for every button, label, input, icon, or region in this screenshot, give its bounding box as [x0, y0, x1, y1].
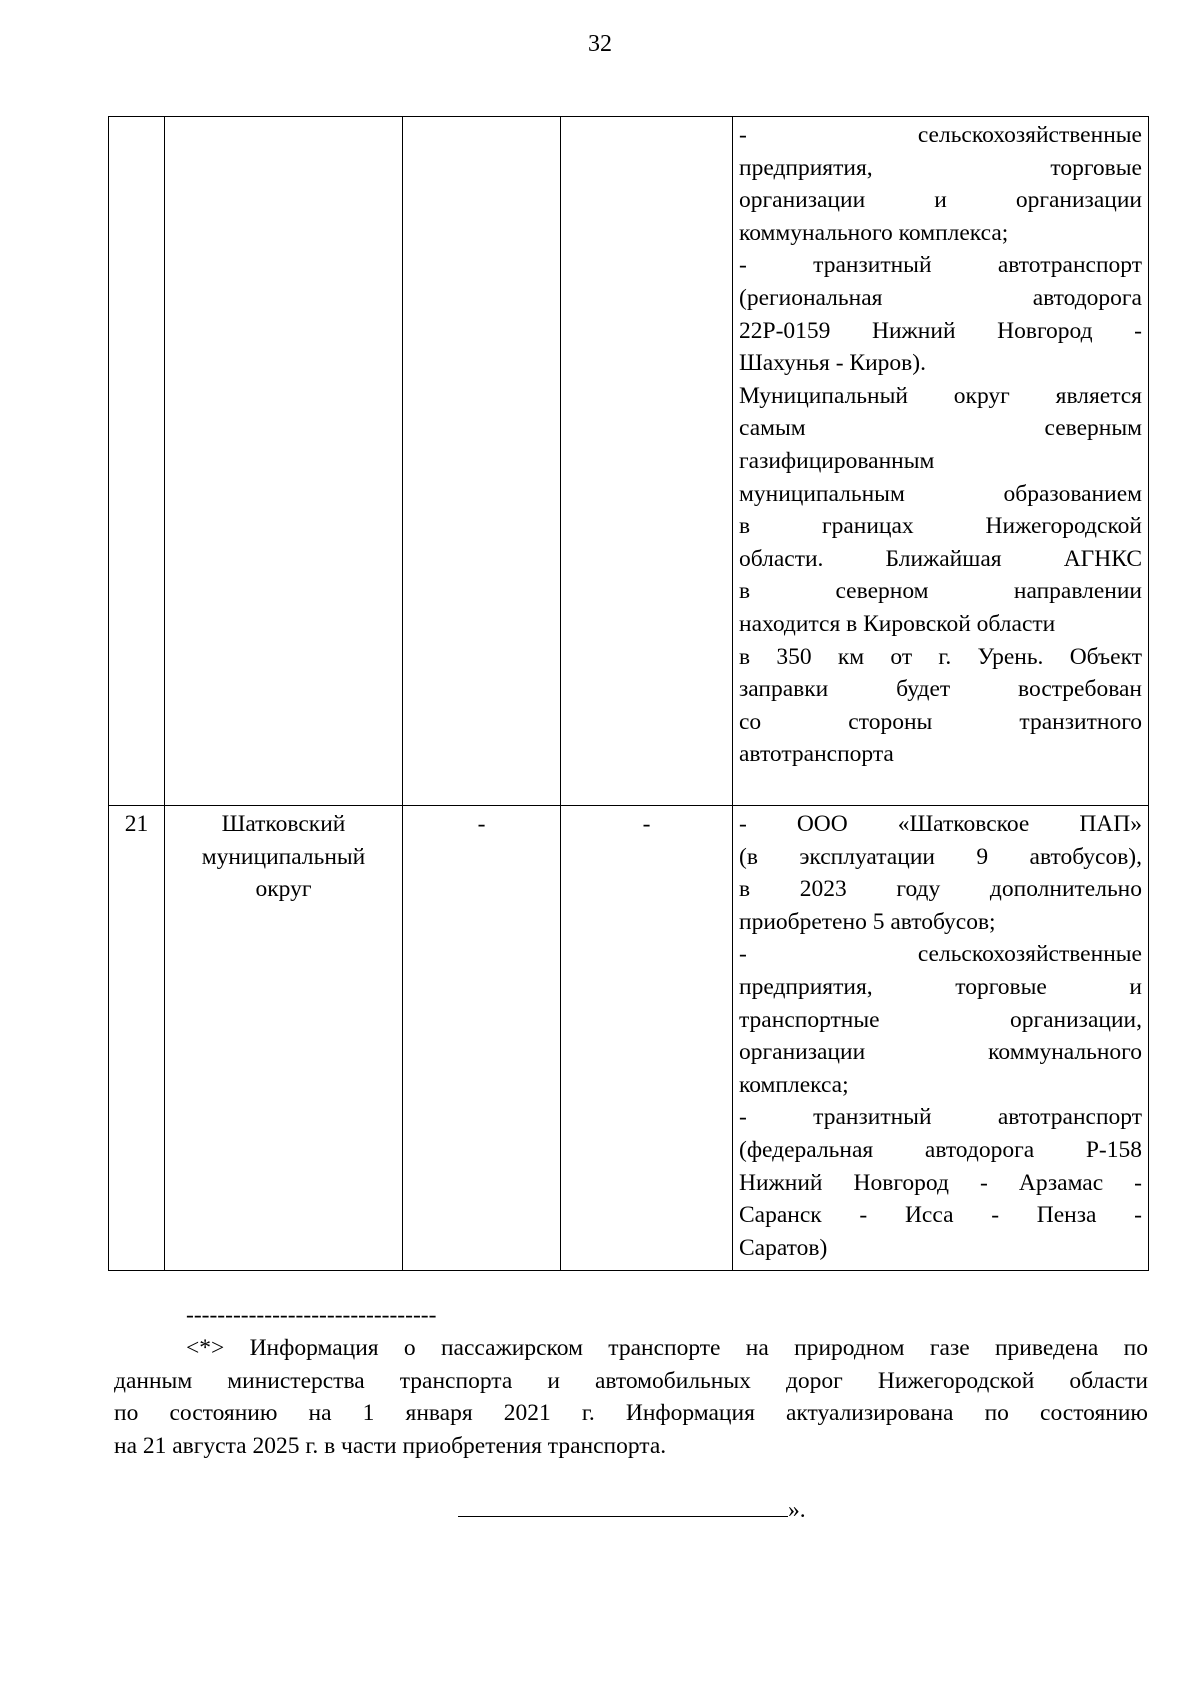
closing-line — [458, 1494, 806, 1525]
cell-col-a: - — [403, 806, 561, 1271]
text-line: Саратов) — [739, 1234, 828, 1261]
text-line: заправки будет востребован — [739, 676, 1142, 703]
text-line: Саранск - Исса - Пенза - — [739, 1202, 1142, 1229]
text-line: со стороны транзитного — [739, 708, 1142, 735]
text-line: (федеральная автодорога Р-158 — [739, 1136, 1142, 1163]
cell-col-b: - — [561, 806, 733, 1271]
text-line: - транзитный автотранспорт — [739, 252, 1142, 279]
text-line: (в эксплуатации 9 автобусов), — [739, 843, 1142, 870]
text-line: транспортные организации, — [739, 1006, 1142, 1033]
text-line: в северном направлении — [739, 578, 1142, 605]
text-line: организации коммунального — [739, 1039, 1142, 1066]
text-line: Муниципальный округ является — [739, 382, 1142, 409]
text-line: самым северным — [739, 415, 1142, 442]
name-line: Шатковский — [221, 811, 346, 837]
text-line: в 350 км от г. Урень. Объект — [739, 643, 1142, 670]
footnote-separator: -------------------------------- — [186, 1302, 437, 1328]
cell-info — [733, 117, 1149, 806]
text-line: в 2023 году дополнительно — [739, 876, 1142, 903]
cell-number — [109, 117, 165, 806]
text-line: комплекса; — [739, 1071, 849, 1098]
text-line: области. Ближайшая АГНКС — [739, 545, 1142, 572]
text-line: автотранспорта — [739, 741, 894, 768]
text-line: муниципальным образованием — [739, 480, 1142, 507]
footnote — [114, 1332, 1148, 1462]
page-number: 32 — [588, 31, 612, 57]
closing-suffix: ». — [788, 1497, 806, 1523]
text-line: - ООО «Шатковское ПАП» — [739, 811, 1142, 837]
text-line: (региональная автодорога — [739, 284, 1142, 311]
text-line: приобретено 5 автобусов; — [739, 908, 996, 935]
text-line: в границах Нижегородской — [739, 513, 1142, 540]
text-line: - сельскохозяйственные — [739, 941, 1142, 968]
cell-col-a — [403, 117, 561, 806]
footnote-line: по состоянию на 1 января 2021 г. Информация актуализирована по состоянию — [114, 1400, 1148, 1427]
table-row — [109, 806, 1149, 1271]
table-row — [109, 117, 1149, 806]
text-line: Шахунья - Киров). — [739, 350, 926, 377]
text-line: газифицированным — [739, 447, 935, 474]
text-line: - транзитный автотранспорт — [739, 1104, 1142, 1131]
text-line: организации и организации — [739, 187, 1142, 214]
signature-rule — [458, 1494, 788, 1517]
text-line: предприятия, торговые и — [739, 973, 1142, 1000]
text-line: находится в Кировской области — [739, 610, 1056, 637]
text-line: - сельскохозяйственные — [739, 122, 1142, 148]
text-line: 22Р-0159 Нижний Новгород - — [739, 317, 1142, 344]
name-line: округ — [255, 876, 312, 903]
name-line: муниципальный — [201, 843, 366, 870]
cell-number: 21 — [109, 806, 165, 1271]
footnote-line: на 21 августа 2025 г. в части приобретения транспорта. — [114, 1432, 667, 1459]
footnote-line: <*> Информация о пассажирском транспорте на природном газе приведена по — [186, 1335, 1148, 1361]
cell-info — [733, 806, 1149, 1271]
cell-name — [165, 117, 403, 806]
text-line: коммунального комплекса; — [739, 219, 1009, 246]
data-table — [108, 116, 1149, 1271]
text-line: Нижний Новгород - Арзамас - — [739, 1169, 1142, 1196]
cell-col-b — [561, 117, 733, 806]
footnote-line: данным министерства транспорта и автомобильных дорог Нижегородской области — [114, 1367, 1148, 1394]
cell-name — [165, 806, 403, 1271]
text-line: предприятия, торговые — [739, 154, 1142, 181]
